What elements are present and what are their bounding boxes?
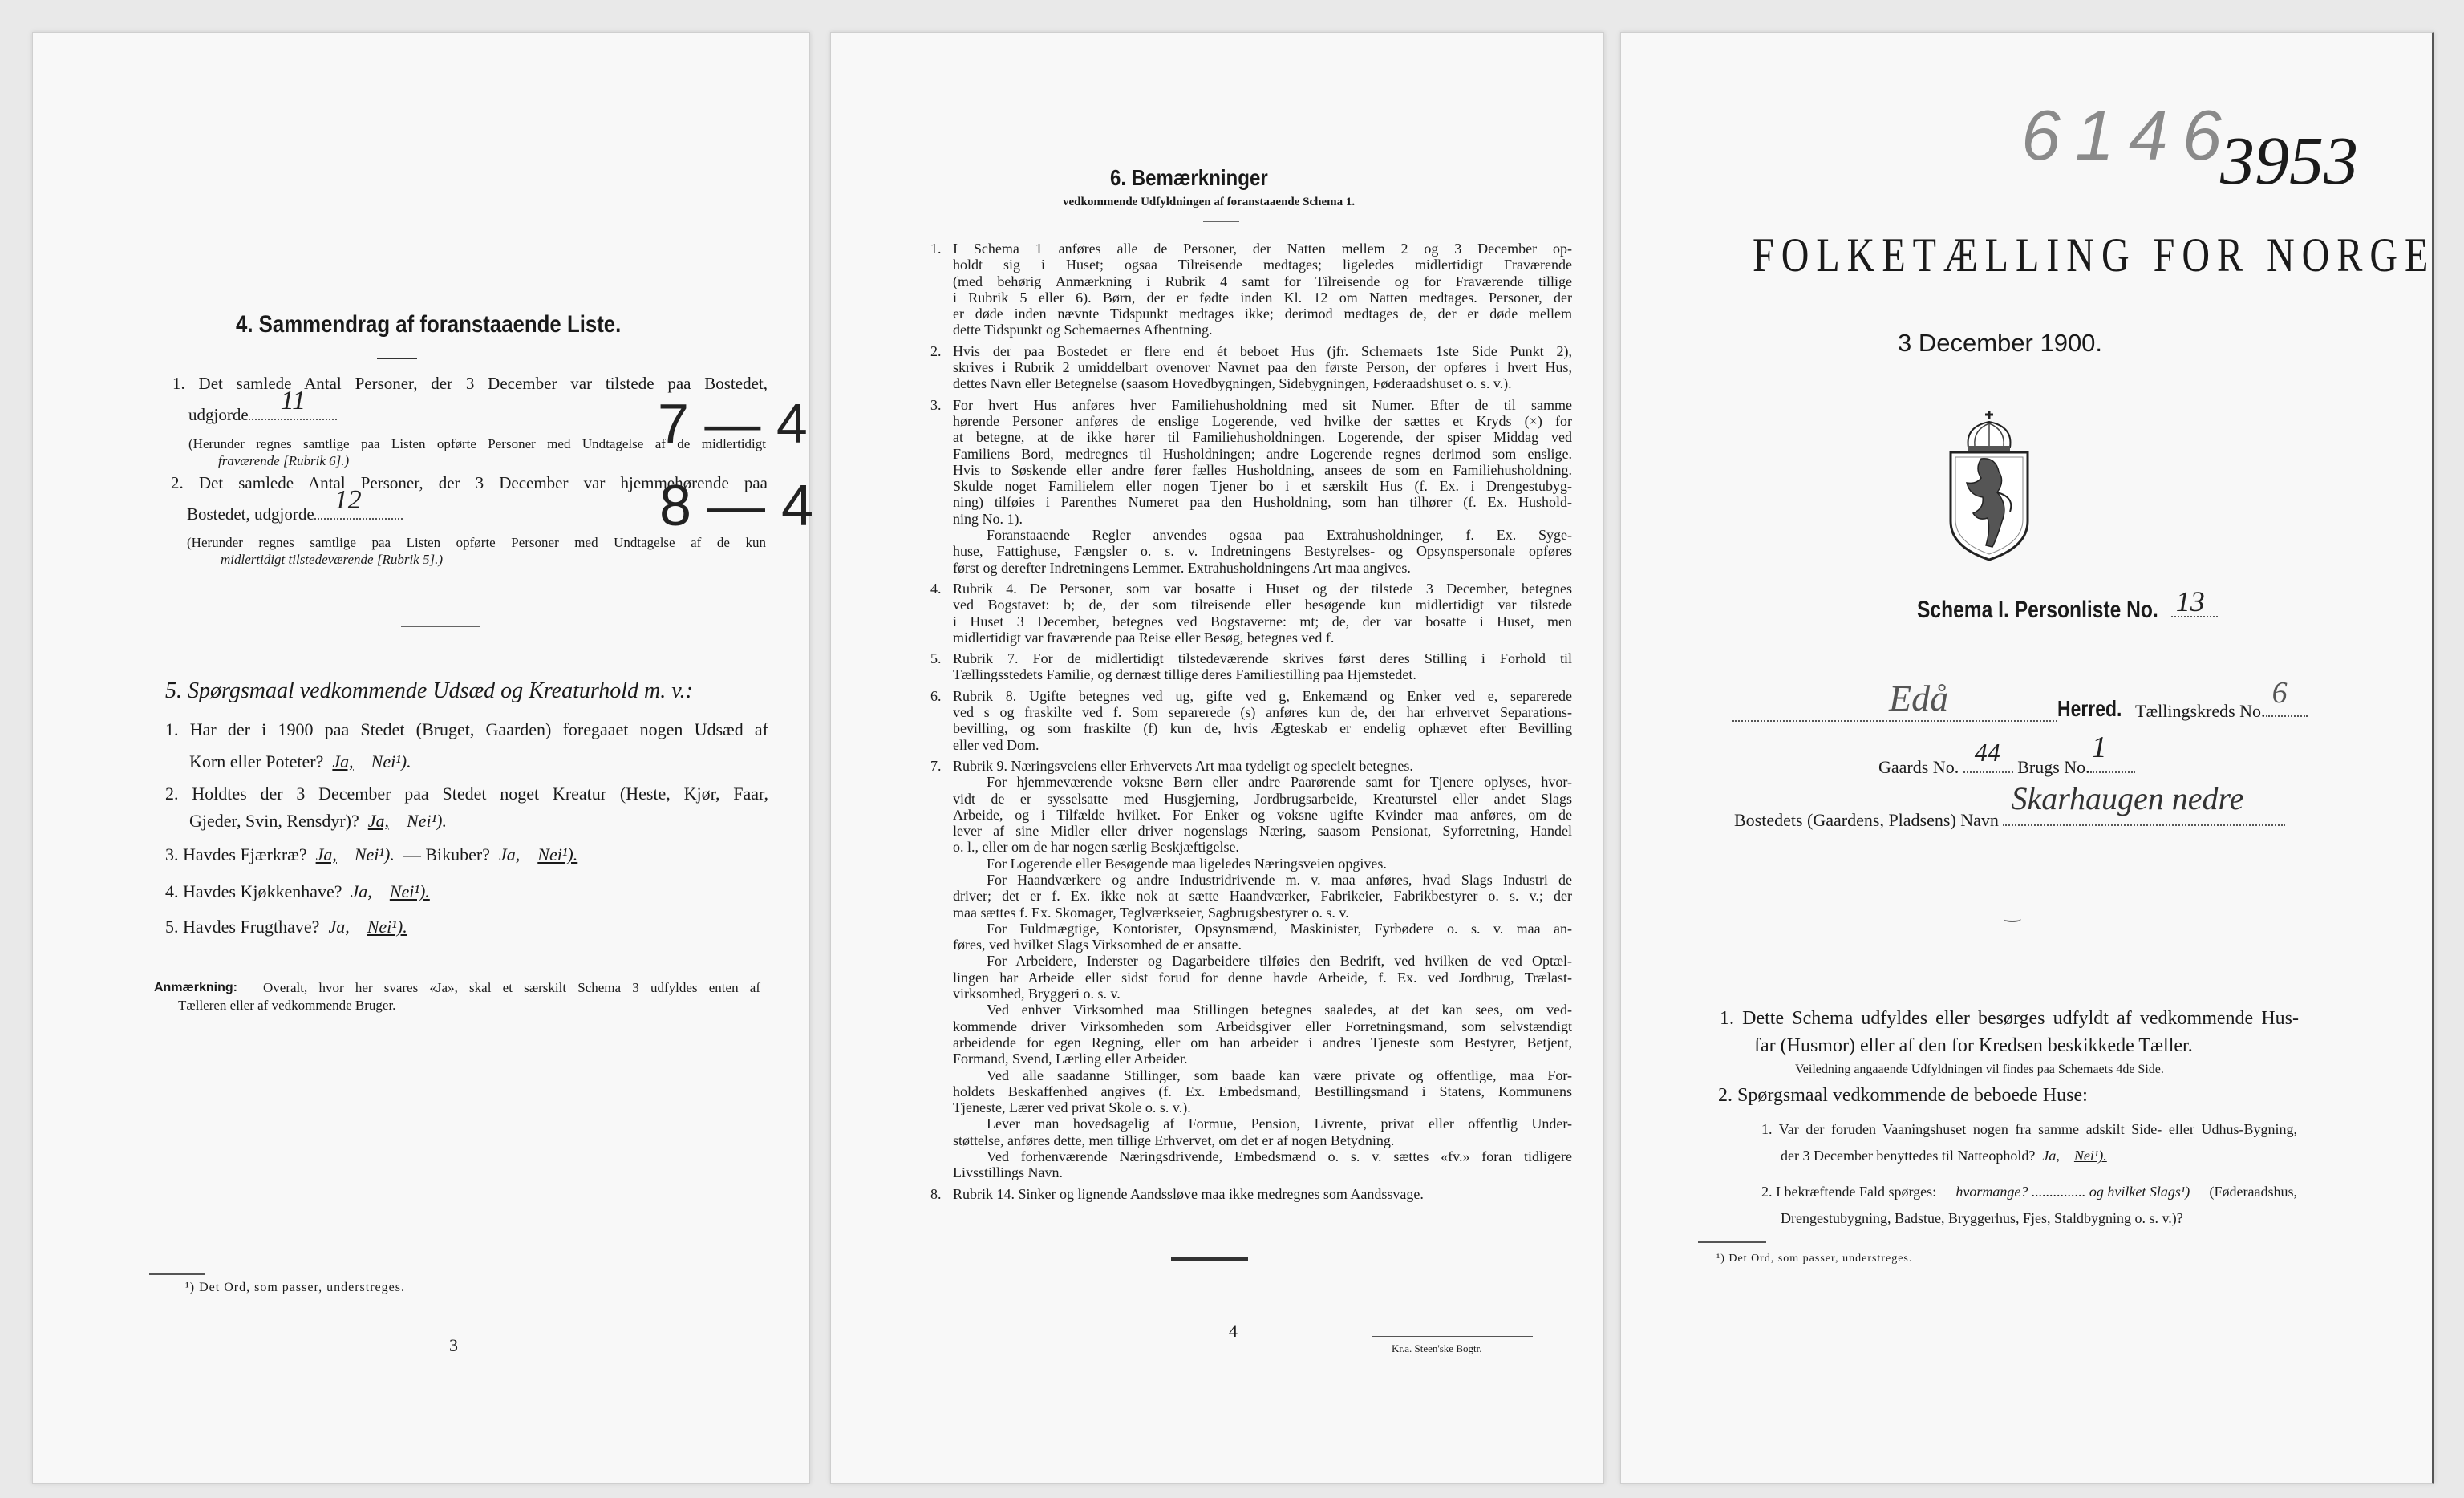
text-line: lever af sine Midler eller driver nogenslags Næring, saasom Pensionat, Syforretning, Handel <box>953 823 1572 840</box>
s5-q4 <box>165 882 430 901</box>
census-date: 3 December 1900. <box>1898 329 2103 357</box>
divider <box>1203 221 1239 222</box>
s4-q2-line1: 2. Det samlede Antal Personer, der 3 December var hjemmehørende paa <box>171 473 768 492</box>
text-line: holdets Beskaffenhed angives (f. Ex. Embedsmand, Bestillingsmand i Statens, Kommunens <box>953 1083 1572 1099</box>
text-line: vidt de er sysselsatte med Husgjerning, Jordbrugsarbeide, Kreaturstel eller andet Slags <box>953 790 1572 807</box>
text-line: Lever man hovedsagelig af Formue, Pension, Livrente, privat eller offentlig Under- <box>987 1115 1572 1132</box>
divider <box>377 358 417 359</box>
archive-number-pencil: 6146 <box>2021 95 2236 175</box>
text-line: Arbeide, og i Tilfælde hvilket. For Enker og voksne ugifte Kvinder maa anføres, om de <box>953 806 1572 823</box>
text-line: Formand, Svend, Lærling eller Arbeider. <box>953 1051 1188 1067</box>
instruction-2: 2. Spørgsmaal vedkommende de beboede Huse: <box>1718 1085 2088 1106</box>
label: (Føderaadshus, <box>2209 1184 2297 1200</box>
section-6-title: 6. Bemærkninger <box>1110 165 1268 190</box>
kreds-field[interactable] <box>2266 676 2308 717</box>
text-line: Rubrik 7. For de midlertidigt tilstedeværende skrives først deres Stilling i Forhold til <box>953 650 1572 667</box>
handwritten-value: 13 <box>2175 585 2205 617</box>
house-q1-line2 <box>1781 1146 2107 1165</box>
handwritten-value: 12 <box>334 485 362 515</box>
text-line: føres, ved hvilket Slags Virksomhed de er ansatte. <box>953 937 1242 953</box>
text-line: Rubrik 14. Sinker og lignende Aandssløve maa ikke medregnes som Aandssvage. <box>953 1185 1424 1202</box>
note-label: Anmærkning: <box>154 981 237 994</box>
remark-number: 7. <box>930 757 942 774</box>
remark-item <box>930 581 1572 646</box>
text-line: ved s og fraskilte ved f. Som separerede (s) anføres kun de, der har erhvervet Separations- <box>953 704 1572 721</box>
remark-number: 6. <box>930 687 942 704</box>
remark-number: 2. <box>930 342 942 359</box>
label: 3. Havdes Fjærkræ? <box>165 844 307 864</box>
divider <box>401 626 480 627</box>
s5-q2-line2 <box>189 812 447 831</box>
text-line: støttelse, anføres dette, men tillige Erhvervet, om det er af nogen Betydning. <box>953 1132 1395 1148</box>
text-line: driver; det er f. Ex. ikke nok at sætte Haandværker, Fabrikeier, Fabrikbestyrer o. s. v.; der <box>953 888 1572 905</box>
handwritten-value: 1 <box>2091 731 2107 764</box>
text-line: eller ved Dom. <box>953 736 1040 753</box>
label: 2. I bekræftende Fald spørges: <box>1761 1184 1937 1200</box>
text-line: huse, Fattighuse, Fængsler o. s. v. Indretningens Bestyrelses- og Opsynspersonale opføres <box>953 543 1572 560</box>
handwritten-annotation: 8 — 4 <box>659 474 814 538</box>
label: Tællingskreds No. <box>2135 701 2266 721</box>
text-line: Rubrik 8. Ugifte betegnes ved ug, gifte ved g, Enkemænd og Enker ved e, separerede <box>953 687 1572 704</box>
page-number: 4 <box>1229 1321 1238 1341</box>
schema-line <box>1917 585 2218 625</box>
instruction-1-note: Veiledning angaaende Udfyldningen vil findes paa Schemaets 4de Side. <box>1795 1063 2164 1076</box>
herred-field[interactable] <box>1732 678 2057 722</box>
handwritten-annotation: 7 — 4 <box>658 392 808 455</box>
house-q2-line1 <box>1761 1182 2297 1201</box>
page-left <box>32 32 810 1484</box>
s5-q3 <box>165 845 578 864</box>
answer-nei[interactable]: Nei¹). <box>371 751 411 771</box>
remark-number: 8. <box>930 1185 942 1202</box>
s5-note-line2: Tælleren eller af vedkommende Bruger. <box>178 998 396 1013</box>
remark-number: 5. <box>930 650 942 667</box>
text-line: ning No. 1). <box>953 510 1023 527</box>
text-line: midlertidigt var fraværende paa Reise eller Besøg, betegnes ved f. <box>953 629 1335 646</box>
footnote: ¹) Det Ord, som passer, understreges. <box>185 1281 405 1294</box>
printer-rule <box>1372 1336 1533 1337</box>
instruction-1-line2: far (Husmor) eller af den for Kredsen beskikkede Tæller. <box>1754 1035 2193 1056</box>
answer-ja[interactable]: Ja, <box>2042 1148 2060 1164</box>
text-line: Foranstaaende Regler anvendes ogsaa paa Extrahusholdninger, f. Ex. Syge- <box>987 527 1572 544</box>
text-line: bevilling, og som fraskilte (f) kun de, hvis Ægteskab er endelig ophævet efter Bevilling <box>953 720 1572 737</box>
answer-ja[interactable]: Ja, <box>499 844 521 864</box>
label-italic: hvormange? ............... og hvilket Slags¹) <box>1955 1184 2190 1200</box>
text-line: at betegne, at de ikke hører til Familiehusholdningen. Logerende, der spiser Middag ved <box>953 429 1572 446</box>
text-line: Rubrik 9. Næringsveiens eller Erhvervets Art maa tydeligt og specielt betegnes. <box>953 757 1413 774</box>
remarks-list <box>930 241 1572 1207</box>
text-line: maa sættes f. Ex. Skomager, Teglværkseier, Sagbrugsbestyrer o. s. v. <box>953 904 1349 921</box>
answer-field[interactable] <box>314 485 403 520</box>
answer-ja[interactable]: Ja, <box>328 917 350 937</box>
bosted-line <box>1734 780 2285 830</box>
s5-q2-line1: 2. Holdtes der 3 December paa Stedet noget Kreatur (Heste, Kjør, Faar, <box>165 783 768 804</box>
text-line: For Haandværkere og andre Industridrivende m. v. maa anføres, hvad Slags Industri de <box>987 871 1572 888</box>
text-line: Familiens Bord, medregnes til Husholdningen; andre Logerende regnes derimod som enslige. <box>953 445 1572 462</box>
s4-q2-note1: (Herunder regnes samtlige paa Listen opførte Personer med Undtagelse af de kun <box>187 535 766 550</box>
remark-number: 1. <box>930 241 942 257</box>
personliste-no-field[interactable] <box>2171 585 2218 617</box>
s4-q1-line2 <box>188 386 337 424</box>
answer-field[interactable] <box>249 386 337 420</box>
remark-number: 4. <box>930 580 942 597</box>
text-line: For hjemmeværende voksne Børn eller andre Paarørende samt for Tjenere oplyses, hvor- <box>987 774 1572 791</box>
remark-item <box>930 758 1572 1181</box>
text-line: i Huset 3 December, betegnes ved Bogstaverne: mt; de, der var bosatte i Huset, men <box>953 613 1572 630</box>
text-line: Ved enhver Virksomhed maa Stillingen betegnes saaledes, at det kan sees, om ved- <box>987 1002 1572 1018</box>
text-line: Ved alle saadanne Stillinger, som baade kan være private og offentlige, maa For- <box>987 1067 1572 1083</box>
s5-note-line1 <box>154 978 760 998</box>
footnote: ¹) Det Ord, som passer, understreges. <box>1716 1253 1913 1265</box>
s4-q2-note2: midlertidigt tilstedeværende [Rubrik 5].) <box>221 552 443 567</box>
label: Korn eller Poteter? <box>189 751 324 771</box>
label: 5. Havdes Frugthave? <box>165 917 320 937</box>
s4-q1-note1: (Herunder regnes samtlige paa Listen opførte Personer med Undtagelse af de midlertidigt <box>188 436 766 451</box>
label: — Bikuber? <box>403 844 490 864</box>
kreds-line <box>2135 676 2308 721</box>
remark-item <box>930 397 1572 576</box>
footnote-rule <box>149 1273 205 1275</box>
text-line: dettes Navn eller Betegnelse (saasom Hovedbygningen, Sidebygningen, Føderaadshuset o. s. v.). <box>953 375 1512 392</box>
text-line: dette Tidspunkt og Schemaernes Afhentning. <box>953 322 1213 338</box>
text-line: holdt sig i Huset; ogsaa Tilreisende medtages; ligeledes midlertidigt Fraværende <box>953 257 1572 273</box>
handwritten-value: Edå <box>1889 678 1949 719</box>
section-5-heading: 5. Spørgsmaal vedkommende Udsæd og Kreaturhold m. v.: <box>165 678 693 703</box>
label: Brugs No. <box>2017 757 2090 777</box>
text-line: Ved forhenværende Næringsdrivende, Embedsmænd o. s. v. sættes «fv.» foran tidligere <box>987 1148 1572 1165</box>
text-line: o. l., eller om de har nogen særlig Beskjæftigelse. <box>953 839 1239 856</box>
answer-nei-underlined[interactable]: Nei¹). <box>367 917 407 937</box>
text-line: i Rubrik 5 eller 6). Børn, der er fødte inden Kl. 12 om Natten medtages. Personer, der <box>953 289 1572 306</box>
text-line: Tjeneste, Lærer ved privat Skole o. s. v.). <box>953 1099 1191 1116</box>
remark-item <box>930 650 1572 683</box>
text-line: Tællingsstedets Familie, og dernæst tillige deres Familiestilling paa Hjemstedet. <box>953 666 1416 683</box>
text-line: kommende driver Virksomheden som Arbeidsgiver eller Forretningsmand, som selvstændigt <box>953 1018 1572 1034</box>
document-title: FOLKETÆLLING FOR NORGE <box>1753 229 2436 282</box>
label: Bostedets (Gaardens, Pladsens) Navn <box>1734 810 1999 830</box>
text-line: virksomhed, Bryggeri o. s. v. <box>953 986 1121 1002</box>
text-line: (med behørig Anmærkning i Rubrik 4 samt for Tilreisende og for Fraværende tillige <box>953 273 1572 289</box>
text-line: er døde inden nævnte Tidspunkt medtages ikke; derimod medtages de, der er døde mellem <box>953 306 1572 322</box>
remark-item <box>930 1186 1572 1202</box>
text-line: For hvert Hus anføres hver Familiehusholdning med sit Numer. Efter de til samme <box>953 396 1572 413</box>
note-text: Overalt, hvor her svares «Ja», skal et særskilt Schema 3 udfyldes enten af <box>263 980 760 995</box>
text-line: arbeidende for egen Regning, eller om han arbeider i andres Tjeneste som Bestyrer, Betjent, <box>953 1034 1572 1051</box>
text-line: hørende Personer anføres de enslige Logerende, ved hvilke der sættes et Kryds (×) for <box>953 412 1572 429</box>
footnote-rule <box>1698 1241 1766 1243</box>
s4-q1-line1: 1. Det samlede Antal Personer, der 3 December var tilstede paa Bostedet, <box>172 374 768 393</box>
text-line: først og derefter Indretningens Lemmer. Extrahusholdningens Art maa angives. <box>953 559 1411 576</box>
brugs-field[interactable] <box>2090 731 2135 773</box>
s5-q1-line1: 1. Har der i 1900 paa Stedet (Bruget, Gaarden) foregaaet nogen Udsæd af <box>165 719 768 739</box>
house-q1-line1: 1. Var der foruden Vaaningshuset nogen fra samme adskilt Side- eller Udhus-Bygning, <box>1761 1121 2297 1137</box>
remark-item <box>930 688 1572 753</box>
label: Schema I. Personliste No. <box>1917 597 2158 623</box>
page-number: 3 <box>449 1335 458 1355</box>
answer-nei-underlined[interactable]: Nei¹). <box>389 881 430 901</box>
text-line: Skulde noget Familielem eller nogen Tjener bo i et særskilt Hus (f. Ex. i Drengestubyg- <box>953 478 1572 495</box>
s5-q1-line2 <box>189 752 411 771</box>
s4-q1-note2: fraværende [Rubrik 6].) <box>218 453 350 468</box>
text-line: I Schema 1 anføres alle de Personer, der Natten mellem 2 og 3 December op- <box>953 241 1572 257</box>
s4-q2-line2 <box>187 485 403 524</box>
label: udgjorde <box>188 405 249 424</box>
answer-ja-underlined[interactable]: Ja, <box>315 844 337 864</box>
label: 4. Havdes Kjøkkenhave? <box>165 881 342 901</box>
label: Gaards No. <box>1878 757 1959 777</box>
answer-nei[interactable]: Nei¹). <box>354 844 395 864</box>
text-line: Hvis der paa Bostedet er flere end ét beboet Hus (jfr. Schemaets 1ste Side Punkt 2), <box>953 342 1572 359</box>
text-line: For Arbeidere, Inderster og Dagarbeidere tilføies den Bedrift, ved hvilken de ved Optæl- <box>987 953 1572 970</box>
text-line: For Logerende eller Besøgende maa ligeledes Næringsveien opgives. <box>987 855 1387 872</box>
divider <box>1171 1257 1248 1261</box>
text-line: Rubrik 4. De Personer, som var bosatte i Huset og der tilstede 3 December, betegnes <box>953 580 1572 597</box>
text-line: skrives i Rubrik 2 umiddelbart ovenover Navnet paa den første Person, der opføres i hvert Hus, <box>953 359 1572 376</box>
handwritten-value: Skarhaugen nedre <box>2011 780 2244 816</box>
answer-ja[interactable]: Ja, <box>351 881 372 901</box>
answer-nei-underlined[interactable]: Nei¹). <box>537 844 578 864</box>
house-q2-line2: Drengestubygning, Badstue, Bryggerhus, Fjes, Staldbygning o. s. v.)? <box>1781 1210 2183 1226</box>
remark-number: 3. <box>930 396 942 413</box>
text-line: lingen har Arbeide eller sidst forud for denne havde Arbeide, f. Ex. ved Jordbrug, Trælast- <box>953 969 1572 986</box>
label: Bostedet, udgjorde <box>187 504 314 524</box>
answer-nei[interactable]: Nei¹). <box>407 811 447 831</box>
answer-ja-underlined[interactable]: Ja, <box>367 811 390 831</box>
label: der 3 December benyttedes til Natteophold? <box>1781 1148 2036 1164</box>
remark-item <box>930 241 1572 338</box>
gaards-line <box>1878 731 2135 777</box>
label: Gjeder, Svin, Rensdyr)? <box>189 811 359 831</box>
printer-imprint: Kr.a. Steen'ske Bogtr. <box>1392 1342 1482 1354</box>
handwritten-value: 6 <box>2272 676 2288 710</box>
bosted-field[interactable] <box>2003 780 2285 826</box>
handwritten-value: 44 <box>1974 738 2000 767</box>
text-line: Livsstillings Navn. <box>953 1164 1064 1181</box>
text-line: ning) tilføies i Parenthes Numeret paa den Husholdning, som han tilhører (f. Ex. Hushold- <box>953 494 1572 511</box>
text-line: Hvis to Søskende eller andre fører fælles Husholdning, ansees de som en Familiehusholdning. <box>953 461 1572 478</box>
s5-q5 <box>165 917 407 937</box>
coat-of-arms-icon <box>1949 409 2029 561</box>
herred-label: Herred. <box>2057 696 2122 721</box>
handwritten-value: 11 <box>280 386 306 415</box>
section-4-title: 4. Sammendrag af foranstaaende Liste. <box>236 311 622 338</box>
section-6-subtitle: vedkommende Udfyldningen af foranstaaende Schema 1. <box>1063 196 1356 209</box>
remark-item <box>930 343 1572 392</box>
answer-nei-underlined[interactable]: Nei¹). <box>2073 1148 2107 1164</box>
gaards-field[interactable] <box>1964 738 2013 773</box>
text-line: ved Bogstavet: b; de, der som tilreisende eller besøgende kun midlertidigt var tilstede <box>953 597 1572 613</box>
instruction-1-line1: 1. Dette Schema udfyldes eller besørges udfyldt af vedkommende Hus- <box>1720 1008 2299 1029</box>
answer-ja-underlined[interactable]: Ja, <box>332 751 354 771</box>
ornament-icon <box>2004 916 2021 922</box>
archive-number-ink: 3953 <box>2220 122 2358 199</box>
text-line: For Fuldmægtige, Kontorister, Opsynsmænd, Maskinister, Fyrbødere o. s. v. maa an- <box>987 920 1572 937</box>
